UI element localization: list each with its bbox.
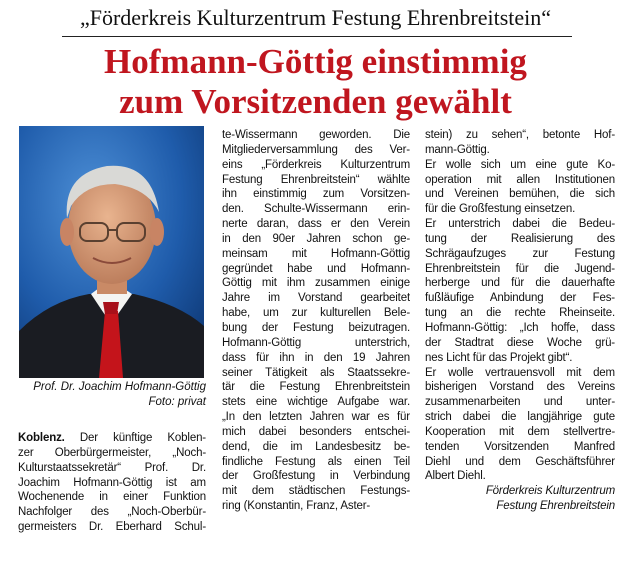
- text-line: eins „Förderkreis Kulturzentrum: [222, 158, 410, 171]
- text-line: Er unterstrich dabei die Bedeu-: [425, 218, 615, 231]
- text-line: nes Licht für das Projekt gibt“.: [425, 351, 573, 364]
- text-line: fußläufige Anbindung der Fes-: [425, 292, 615, 305]
- photo-credit: Foto: privat: [148, 396, 206, 408]
- text-line: „In den letzten Jahren war es für: [222, 411, 410, 424]
- text-line: Koblenz. Der künftige Koblen-: [18, 432, 206, 444]
- headline-line-2: zum Vorsitzenden gewählt: [119, 82, 512, 121]
- photo-caption: Prof. Dr. Joachim Hofmann-Göttig: [33, 381, 206, 393]
- text-line: operation mit allen Institutionen: [425, 173, 615, 186]
- text-line: mann-Göttig.: [425, 143, 490, 156]
- text-line: und Vereinen bemühen, die sich: [425, 188, 615, 201]
- text-line: meinsam mit Hofmann-Göttig: [222, 247, 410, 260]
- text-line: te-Wissermann geworden. Die: [222, 129, 410, 141]
- text-line: Joachim Hofmann-Göttig ist am: [18, 476, 206, 489]
- text-line: dend, die im Landesbesitz be-: [222, 440, 410, 453]
- text-line: mich dabei besonders entschei-: [222, 425, 410, 438]
- text-line: dass für ihn in den 19 Jahren: [222, 351, 410, 364]
- text-line: stein) zu sehen“, betonte Hof-: [425, 129, 615, 141]
- text-line: strich dabei die langjährige gute: [425, 411, 615, 424]
- text-line: tär die Festung Ehrenbreitstein: [222, 381, 410, 394]
- article-column-3: [425, 128, 615, 514]
- kicker-title: „Förderkreis Kulturzentrum Festung Ehrenbreitstein“: [79, 5, 552, 30]
- text-line: herberge und für die dauerhafte: [425, 277, 615, 290]
- text-line: Göttig mit ihm zusammen einige: [222, 277, 410, 290]
- headline-line-1: Hofmann-Göttig einstimmig: [104, 42, 527, 81]
- text-line: gegründet habe und Hofmann-: [222, 262, 410, 275]
- text-line: stets eine wichtige Aufgabe war.: [222, 396, 410, 409]
- text-line: Diehl und dem Geschäftsführer: [425, 455, 615, 468]
- text-line: Schrägaufzuges zur Festung: [425, 247, 615, 260]
- text-line: seiner Tätigkeit als Staatssekre-: [222, 366, 410, 379]
- text-line: der Großfestung in Verbindung: [222, 470, 410, 483]
- text-line: mit dem städtischen Festungs-: [222, 485, 410, 498]
- text-line: Kooperation mit dem stellvertre-: [425, 425, 615, 438]
- text-line: tenden Vorsitzenden Manfred: [425, 440, 615, 453]
- text-line: ihn einstimmig zum Vorsitzen-: [222, 188, 410, 201]
- text-line: Nachfolger des „Noch-Oberbür-: [18, 506, 206, 519]
- text-line: Wochenende in einer Funktion: [18, 491, 206, 504]
- text-line: in den 90er Jahren schon ge-: [222, 232, 410, 245]
- portrait-illustration: [19, 126, 204, 378]
- text-line: Er wolle sich um eine gute Ko-: [425, 158, 615, 171]
- kicker-rule: [62, 36, 572, 37]
- text-line: germeisters Dr. Eberhard Schul-: [18, 521, 206, 534]
- text-line: ring (Konstantin, Franz, Aster-: [222, 500, 371, 513]
- text-line: tung an die rechte Rheinseite.: [425, 307, 615, 320]
- text-line: bung der Festung beizutragen.: [222, 321, 410, 334]
- signature-line-1: Förderkreis Kulturzentrum: [485, 485, 615, 498]
- text-line: zer Oberbürgermeister, „Noch-: [18, 446, 206, 459]
- article-column-1: [18, 431, 206, 535]
- text-line: Hofmann-Göttig: „Ich hoffe, dass: [425, 321, 615, 334]
- text-line: Kulturstaatssekretär“ Prof. Dr.: [18, 461, 206, 474]
- text-line: tung der Realisierung des: [425, 232, 615, 245]
- text-line: der Stadtrat diese Woche grü-: [425, 336, 615, 349]
- text-line: Festung Ehrenbreitstein“ wählte: [222, 173, 410, 186]
- article-column-2: [222, 128, 410, 514]
- text-line: zusammenarbeiten und unter-: [425, 396, 615, 409]
- text-line: findliche Festung als einen Teil: [222, 455, 410, 468]
- text-line: Albert Diehl.: [425, 470, 486, 483]
- lead-dateline: Koblenz.: [18, 432, 65, 444]
- text-line: für die Großfestung einsetzen.: [425, 203, 576, 216]
- text-line: Hofmann-Göttig unterstrich,: [222, 336, 410, 349]
- text-line: Mitgliederversammlung des Ver-: [222, 143, 410, 156]
- text-line: nerte daran, dass er den Verein: [222, 218, 410, 231]
- text-line: Jahre im Vorstand gearbeitet: [222, 292, 410, 305]
- text-line: Er wolle vertrauensvoll mit dem: [425, 366, 615, 379]
- text-line: Ehrenbreitstein für die Jugend-: [425, 262, 615, 275]
- text-line: habe, um zur kulturellen Bele-: [222, 307, 410, 320]
- signature-line-2: Festung Ehrenbreitstein: [496, 500, 615, 513]
- portrait-photo: [19, 126, 204, 378]
- text-line: bisherigen Vorstand des Vereins: [425, 381, 615, 394]
- text-line: den. Schulte-Wissermann erin-: [222, 203, 410, 216]
